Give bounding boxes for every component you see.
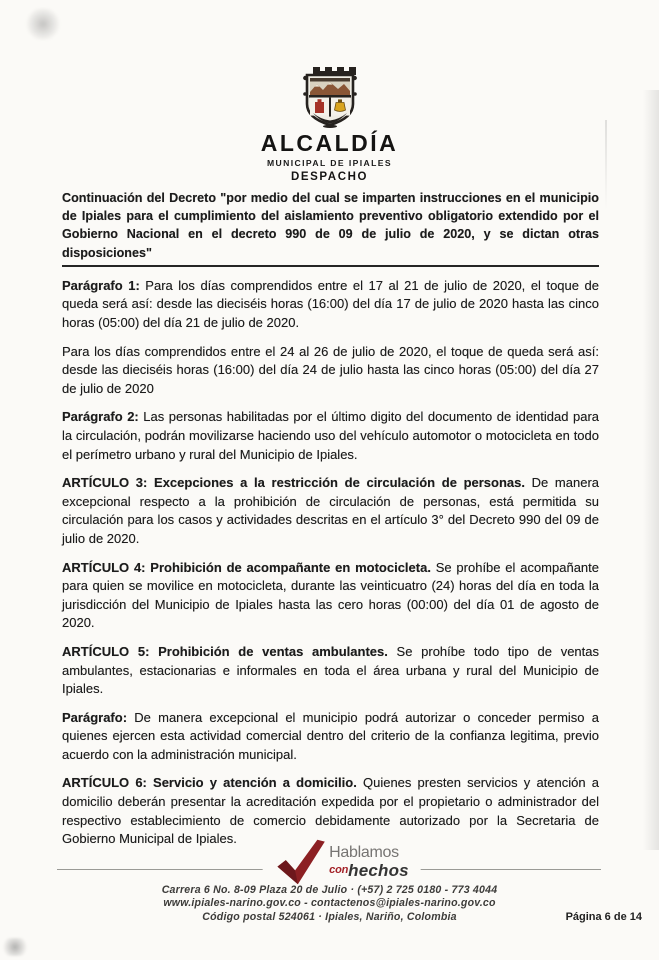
letterhead-office: DESPACHO [290, 171, 369, 183]
paragraph-text: De manera excepcional el municipio podrá autorizar o conceder permiso a quienes ejercen esta actividad comercial dentro del criterio de la confianza legitima, previo acuerdo con la administración municipal. [62, 709, 599, 762]
scan-artifact [24, 8, 62, 40]
paragraph-lead: Parágrafo: [62, 709, 128, 725]
letterhead-title: ALCALDÍA [260, 130, 399, 156]
page-number: Página 6 de 14 [565, 911, 642, 923]
paragraph-text: Para los días comprendidos entre el 24 al 26 de julio de 2020, el toque de queda será así: desde las dieciséis horas (16:00) del día 24 de julio hasta las cinco horas (05:00) del día 27 de julio de 2020 [62, 343, 599, 396]
paragraph-articulo-4 [62, 559, 599, 633]
decree-body [62, 189, 599, 859]
paragraph-paragrafo-ventas [62, 709, 599, 765]
scan-artifact [0, 938, 30, 956]
scan-artifact [643, 90, 659, 850]
letterhead-subtitle: MUNICIPAL DE IPIALES [266, 158, 393, 168]
paragraph-toque-queda-24-26 [62, 343, 599, 399]
paragraph-lead: Parágrafo 2: [62, 409, 139, 425]
hablamos-con-hechos-logo [262, 838, 421, 886]
letterhead [0, 66, 659, 183]
paragraph-articulo-5 [62, 643, 599, 699]
logo-word-hablamos: Hablamos [329, 844, 399, 861]
paragraph-text: Quienes presten servicios y atención a domicilio deberán presentar la acreditación expedida por el propietario o administrador del respectivo establecimiento de comercio debidamente autorizado por la Secretaria de Gobierno Municipal de Ipiales. [62, 775, 599, 847]
paragraph-lead: ARTÍCULO 6: Servicio y atención a domicilio. [62, 775, 357, 791]
paragraph-text: Se prohíbe el acompañante para quien se movilice en motocicleta, durante las veinticuatro (24) horas del día en toda la jurisdicción del Municipio de Ipiales hasta las cero horas (00:00) del día 01 de agosto de 2020. [62, 559, 599, 631]
footer-address [0, 884, 659, 924]
paragraph-lead: ARTÍCULO 3: Excepciones a la restricción de circulación de personas. [62, 475, 525, 491]
paragraph-lead: ARTÍCULO 4: Prohibición de acompañante en motocicleta. [62, 559, 431, 575]
decree-continuation-note: Continuación del Decreto "por medio del cual se imparten instrucciones en el municipio de Ipiales para el cumplimiento del aislamiento preventivo obligatorio extendido por el Gobierno Nacional en el decreto 990 de 09 de julio de 2020, y se dictan otras disposiciones" [62, 189, 599, 267]
paragraph-lead: Parágrafo 1: [62, 277, 140, 293]
paragraph-text: Se prohíbe todo tipo de ventas ambulantes, estacionarias e informales en toda el área urbana y rural del Municipio de Ipiales. [62, 643, 600, 697]
footer-address-line3: Código postal 524061 · Ipiales, Nariño, Colombia [202, 910, 457, 923]
logo-word-hechos: hechos [348, 861, 409, 880]
coat-of-arms-icon [293, 66, 367, 128]
footer-address-line1: Carrera 6 No. 8-09 Plaza 20 de Julio · (+57) 2 725 0180 - 773 4044 [161, 884, 498, 896]
paragraph-text: Las personas habilitadas por el último digito del documento de identidad para la circulación, podrán movilizarse haciendo uso del vehículo automotor o motocicleta en todo el perímetro urbano y rural del Municipio de Ipiales. [62, 409, 599, 462]
checkmark-icon [274, 838, 326, 886]
logo-wordmark [329, 838, 409, 880]
footer-address-line2: www.ipiales-narino.gov.co - contactenos@ipiales-narino.gov.co [163, 897, 496, 910]
paragraph-text: De manera excepcional respecto a la prohibición de circulación de personas, está permitida su circulación para los casos y actividades descritas en el artículo 3° del Decreto 990 del 09 de julio de 2020. [62, 475, 599, 546]
paragraph-paragrafo-1 [62, 277, 599, 333]
paragraph-paragrafo-2 [62, 408, 599, 464]
paragraph-articulo-3 [62, 474, 599, 548]
paragraph-text: Para los días comprendidos entre el 17 al 21 de julio de 2020, el toque de queda será así: desde las dieciséis horas (16:00) del día 17 de julio de 2020 hasta las cinco horas (05:00) del día 21 de julio de 2020. [62, 277, 599, 330]
logo-word-con: con [329, 864, 349, 876]
paragraph-lead: ARTÍCULO 5: Prohibición de ventas ambulantes. [62, 643, 388, 659]
